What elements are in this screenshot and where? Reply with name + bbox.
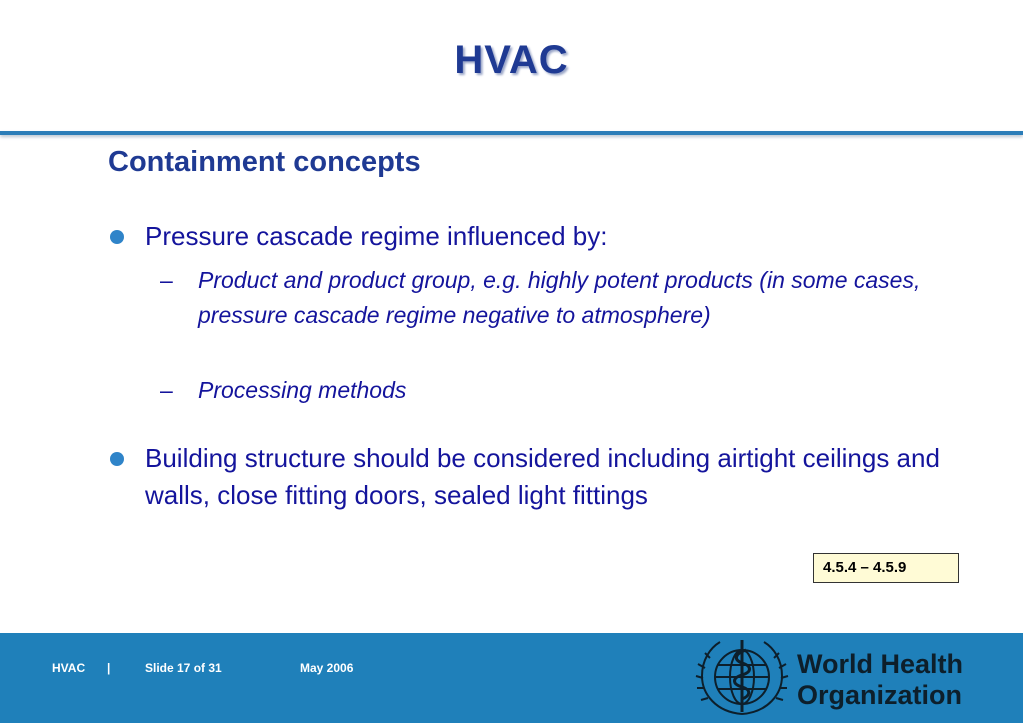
bullet-item xyxy=(110,218,960,255)
footer-date: May 2006 xyxy=(300,661,354,675)
reference-box: 4.5.4 – 4.5.9 xyxy=(813,553,959,583)
footer-separator: | xyxy=(107,661,111,675)
dash-icon: – xyxy=(160,267,173,293)
sub-bullet-item xyxy=(160,373,950,408)
bullet-dot-icon xyxy=(110,230,124,244)
bullet-text: Pressure cascade regime influenced by: xyxy=(145,221,608,251)
bullet-item xyxy=(110,440,960,514)
slide-subtitle: Containment concepts xyxy=(108,146,421,178)
bullet-dot-icon xyxy=(110,452,124,466)
who-logo-text xyxy=(797,649,963,711)
bullet-text: Building structure should be considered including airtight ceilings and walls, close fitting doors, sealed light fittings xyxy=(145,443,940,510)
footer-slide-number: Slide 17 of 31 xyxy=(145,661,222,675)
footer-bar xyxy=(0,633,1023,723)
sub-bullet-text: Processing methods xyxy=(198,377,407,403)
slide-title: HVAC xyxy=(454,38,569,82)
sub-bullet-item xyxy=(160,263,950,333)
footer-topic: HVAC xyxy=(52,661,86,675)
logo-line-1: World Health xyxy=(797,649,964,679)
logo-line-2: Organization xyxy=(797,680,963,710)
who-emblem-icon xyxy=(694,638,790,720)
sub-bullet-text: Product and product group, e.g. highly potent products (in some cases, pressure cascade regime negative to atmosphere) xyxy=(198,267,921,328)
dash-icon: – xyxy=(160,377,173,403)
title-divider xyxy=(0,131,1023,135)
